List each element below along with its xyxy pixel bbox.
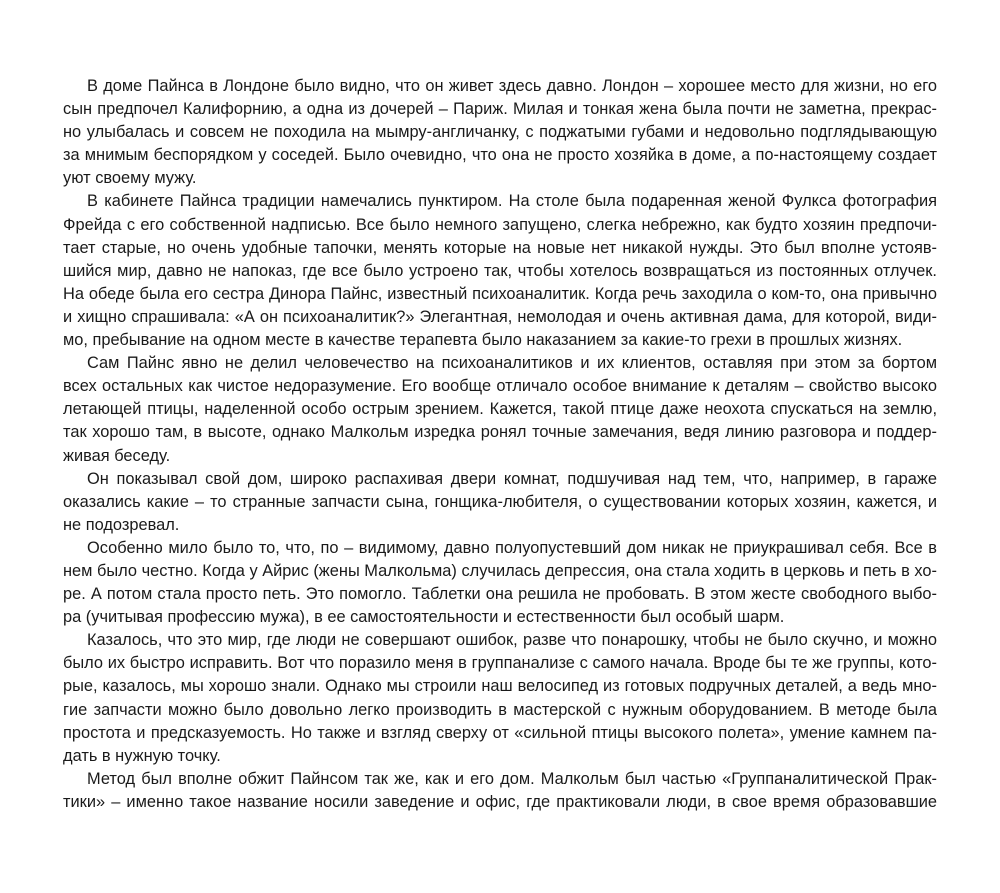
document-text (63, 75, 937, 814)
paragraph (63, 537, 937, 629)
text-line: всех остальных как чистое недоразумение. Его вообще отличало особое внимание к деталям – свойство высоко (63, 377, 937, 396)
text-line: шийся мир, давно не напоказ, где все было устроено так, чтобы хотелось возвращаться из постоянных отлучек. (63, 261, 937, 280)
text-line: оказались какие – то странные запчасти сына, гонщика-любителя, о существовании которых хозяин, кажется, и (63, 492, 937, 511)
text-line: гие запчасти можно было довольно легко производить в мастерской с нужным оборудованием. В методе была (63, 700, 937, 719)
text-line: уют своему мужу. (63, 169, 197, 188)
text-line: сын предпочел Калифорнию, а одна из дочерей – Париж. Милая и тонкая жена была почти не заметна, прекрас- (63, 100, 937, 119)
text-line: простота и предсказуемость. Но также и взгляд сверху от «сильной птицы высокого полета», умение камнем па- (63, 723, 937, 742)
text-line: дать в нужную точку. (63, 746, 221, 765)
paragraph (63, 768, 937, 814)
text-line: летающей птицы, наделенной особо острым зрением. Кажется, такой птице даже неохота спускаться на землю, (63, 400, 937, 419)
text-line: за мнимым беспорядком у соседей. Было очевидно, что она не просто хозяйка в доме, а по-настоящему создает (63, 146, 937, 165)
paragraph (63, 468, 937, 537)
text-line: было их быстро исправить. Вот что поразило меня в группанализе с самого начала. Вроде бы те же группы, кото- (63, 654, 937, 673)
text-line: В доме Пайнса в Лондоне было видно, что он живет здесь давно. Лондон – хорошее место для жизни, но его (87, 77, 937, 95)
text-line: не подозревал. (63, 515, 180, 534)
text-line: так хорошо там, в высоте, однако Малкольм изредка ронял точные замечания, ведя линию разговора и поддер- (63, 423, 937, 442)
text-line: и хищно спрашивала: «А он психоаналитик?» Элегантная, немолодая и очень активная дама, для которой, види- (63, 307, 937, 326)
text-line: нем было честно. Когда у Айрис (жены Малкольма) случилась депрессия, она стала ходить в церковь и петь в хо- (63, 561, 937, 580)
text-line: На обеде была его сестра Динора Пайнс, известный психоаналитик. Когда речь заходила о ком-то, она привычно (63, 284, 937, 303)
text-line: Сам Пайнс явно не делил человечество на психоаналитиков и их клиентов, оставляя при этом за бортом (87, 354, 937, 373)
text-line: Казалось, что это мир, где люди не совершают ошибок, разве что понарошку, чтобы не было скучно, и можно (87, 631, 937, 650)
text-line: ре. А потом стала просто петь. Это помогло. Таблетки она решила не пробовать. В этом жесте свободного выбо- (63, 585, 937, 604)
text-line: Фрейда с его собственной надписью. Все было немного запущено, слегка небрежно, как будто хозяин предпочи- (63, 215, 937, 234)
paragraph (63, 629, 937, 768)
text-line: тает старые, но очень удобные тапочки, менять которые на новые нет никакой нужды. Это был вполне устояв- (63, 238, 937, 257)
text-line: Особенно мило было то, что, по – видимому, давно полуопустевший дом никак не приукрашивал себя. Все в (87, 538, 937, 557)
text-line: мо, пребывание на одном месте в качестве терапевта было наказанием за какие-то грехи в прошлых жизнях. (63, 331, 903, 350)
text-line: В кабинете Пайнса традиции намечались пунктиром. На столе была подаренная женой Фулкса фотография (87, 192, 937, 211)
paragraph (63, 190, 937, 352)
text-line: рые, казалось, мы хорошо знали. Однако мы строили наш велосипед из готовых подручных деталей, а ведь мно- (63, 677, 937, 696)
text-line: Он показывал свой дом, широко распахивая двери комнат, подшучивая над тем, что, например, в гараже (87, 469, 937, 488)
paragraph (63, 352, 937, 467)
text-line: тики» – именно такое название носили заведение и офис, где практиковали люди, в свое время образовавшие (63, 792, 937, 811)
text-line: живая беседу. (63, 446, 171, 465)
text-line: Метод был вполне обжит Пайнсом так же, как и его дом. Малкольм был частью «Группаналитической Прак- (87, 769, 937, 788)
text-line: но улыбалась и совсем не походила на мымру-англичанку, с поджатыми губами и недовольно подглядывающую (63, 123, 937, 142)
text-line: ра (учитывая профессию мужа), в ее самостоятельности и естественности был особый шарм. (63, 608, 785, 627)
paragraph (63, 75, 937, 190)
